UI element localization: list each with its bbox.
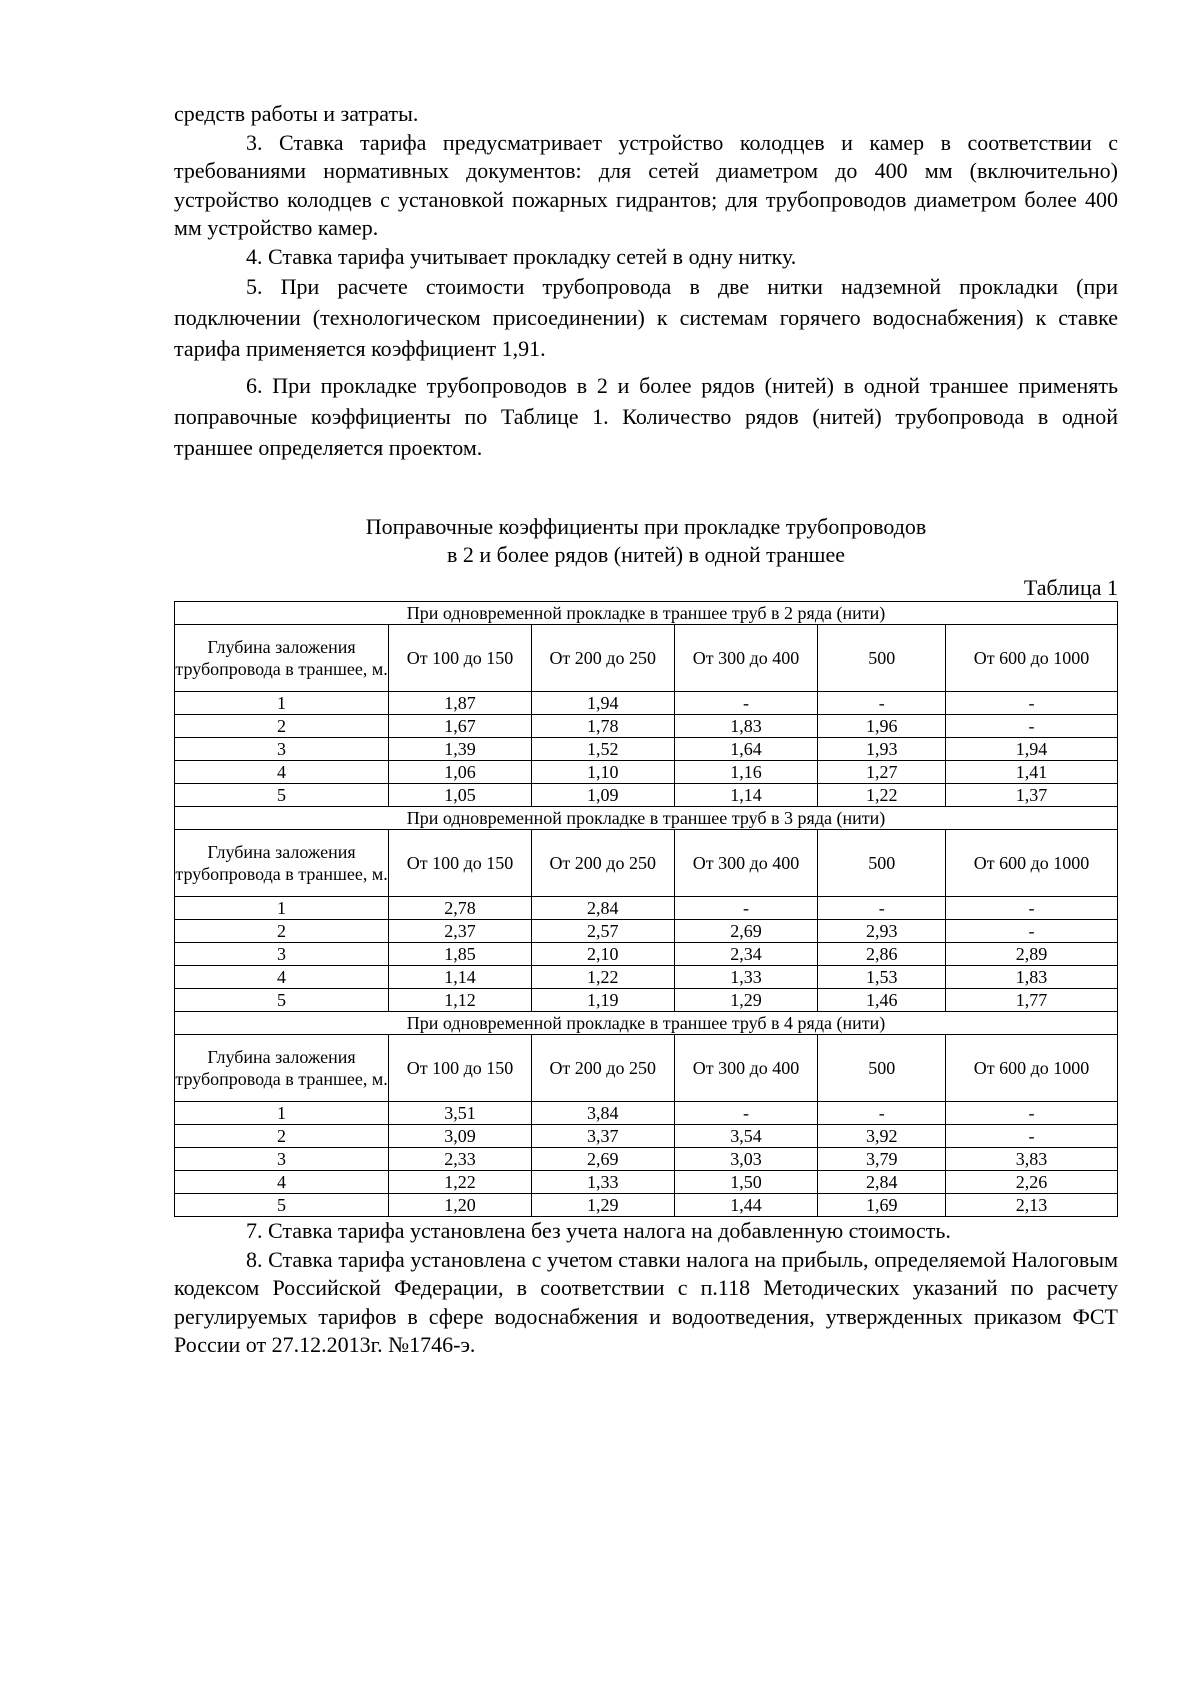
column-header: От 200 до 250 (531, 625, 674, 692)
depth-cell: 2 (175, 920, 389, 943)
coefficient-cell: 1,19 (531, 989, 674, 1012)
depth-cell: 1 (175, 1102, 389, 1125)
coefficient-cell: 3,92 (818, 1125, 946, 1148)
coefficient-cell: 3,83 (945, 1148, 1117, 1171)
depth-cell: 4 (175, 1171, 389, 1194)
coefficient-cell: 3,37 (531, 1125, 674, 1148)
depth-header: Глубина заложения трубопровода в траншее, м. (175, 1035, 389, 1102)
section-title: При одновременной прокладке в траншее труб в 4 ряда (нити) (175, 1012, 1118, 1035)
column-header: От 300 до 400 (674, 830, 818, 897)
header-row (175, 830, 1118, 897)
coefficient-cell: 1,16 (674, 761, 818, 784)
coefficient-cell: - (674, 692, 818, 715)
table-title (174, 513, 1118, 569)
table-row (175, 1171, 1118, 1194)
coefficient-cell: 1,67 (389, 715, 532, 738)
coefficient-cell: 2,86 (818, 943, 946, 966)
section-title-row (175, 1012, 1118, 1035)
coefficient-cell: 1,14 (674, 784, 818, 807)
column-header: От 600 до 1000 (945, 625, 1117, 692)
column-header: От 200 до 250 (531, 830, 674, 897)
coefficient-cell: 1,46 (818, 989, 946, 1012)
coefficient-cell: 1,77 (945, 989, 1117, 1012)
coefficient-cell: 2,33 (389, 1148, 532, 1171)
coefficient-cell: 1,41 (945, 761, 1117, 784)
coefficients-table-body (175, 602, 1118, 1217)
coefficient-cell: 1,27 (818, 761, 946, 784)
depth-cell: 4 (175, 761, 389, 784)
coefficient-cell: 3,03 (674, 1148, 818, 1171)
table-title-line-2: в 2 и более рядов (нитей) в одной траншее (446, 542, 845, 567)
coefficient-cell: - (818, 692, 946, 715)
column-header: От 100 до 150 (389, 625, 532, 692)
column-header: От 100 до 150 (389, 1035, 532, 1102)
coefficient-cell: 1,94 (945, 738, 1117, 761)
coefficient-cell: - (945, 692, 1117, 715)
coefficient-cell: - (818, 897, 946, 920)
coefficient-cell: 2,78 (389, 897, 532, 920)
coefficient-cell: 3,54 (674, 1125, 818, 1148)
column-header: От 600 до 1000 (945, 1035, 1117, 1102)
coefficient-cell: 2,37 (389, 920, 532, 943)
column-header: 500 (818, 625, 946, 692)
coefficient-cell: 3,09 (389, 1125, 532, 1148)
column-header: 500 (818, 1035, 946, 1102)
coefficient-cell: - (674, 1102, 818, 1125)
coefficient-cell: 1,52 (531, 738, 674, 761)
coefficient-cell: 2,84 (818, 1171, 946, 1194)
coefficient-cell: 1,29 (531, 1194, 674, 1217)
table-row (175, 897, 1118, 920)
table-row (175, 784, 1118, 807)
coefficient-cell: 2,89 (945, 943, 1117, 966)
depth-header: Глубина заложения трубопровода в траншее, м. (175, 830, 389, 897)
coefficient-cell: 2,57 (531, 920, 674, 943)
column-header: От 100 до 150 (389, 830, 532, 897)
table-row (175, 966, 1118, 989)
coefficient-cell: - (945, 1125, 1117, 1148)
coefficient-cell: 1,29 (674, 989, 818, 1012)
column-header: От 600 до 1000 (945, 830, 1117, 897)
depth-cell: 3 (175, 1148, 389, 1171)
coefficient-cell: 1,87 (389, 692, 532, 715)
paragraph-4: 4. Ставка тарифа учитывает прокладку сетей в одну нитку. (246, 243, 797, 269)
depth-cell: 4 (175, 966, 389, 989)
coefficient-cell: 2,84 (531, 897, 674, 920)
coefficient-cell: 2,10 (531, 943, 674, 966)
coefficient-cell: 2,13 (945, 1194, 1117, 1217)
depth-cell: 2 (175, 715, 389, 738)
header-row (175, 1035, 1118, 1102)
paragraph-6: 6. При прокладке трубопроводов в 2 и более рядов (нитей) в одной траншее применять поправочные коэффициенты по Таблице 1. Количество рядов (нитей) трубопровода в одной траншее определяется проектом. (174, 373, 1118, 460)
coefficient-cell: - (674, 897, 818, 920)
section-title: При одновременной прокладке в траншее труб в 3 ряда (нити) (175, 807, 1118, 830)
coefficient-cell: 1,83 (945, 966, 1117, 989)
depth-cell: 3 (175, 943, 389, 966)
coefficient-cell: 1,85 (389, 943, 532, 966)
table-row (175, 943, 1118, 966)
depth-cell: 1 (175, 692, 389, 715)
coefficient-cell: 1,44 (674, 1194, 818, 1217)
column-header: 500 (818, 830, 946, 897)
coefficient-cell: 1,33 (531, 1171, 674, 1194)
table-row (175, 692, 1118, 715)
coefficient-cell: 1,96 (818, 715, 946, 738)
coefficient-cell: 1,06 (389, 761, 532, 784)
coefficient-cell: - (945, 715, 1117, 738)
table-row (175, 1148, 1118, 1171)
table-title-line-1: Поправочные коэффициенты при прокладке трубопроводов (365, 514, 927, 539)
coefficient-cell: 2,69 (674, 920, 818, 943)
coefficient-cell: 1,22 (389, 1171, 532, 1194)
coefficients-table (174, 601, 1118, 1217)
paragraph-8: 8. Ставка тарифа установлена с учетом ставки налога на прибыль, определяемой Налоговым кодексом Российской Федерации, в соответствии с п.118 Методических указаний по расчету регулируемых тарифов в сфере водоснабжения и водоотведения, утвержденных приказом ФСТ России от 27.12.2013г. №1746-э. (174, 1246, 1118, 1357)
coefficient-cell: 1,53 (818, 966, 946, 989)
coefficient-cell: 1,39 (389, 738, 532, 761)
table-label: Таблица 1 (1023, 575, 1118, 600)
depth-cell: 2 (175, 1125, 389, 1148)
coefficient-cell: 1,14 (389, 966, 532, 989)
coefficient-cell: 1,10 (531, 761, 674, 784)
coefficient-cell: 3,84 (531, 1102, 674, 1125)
depth-cell: 5 (175, 1194, 389, 1217)
coefficient-cell: 1,83 (674, 715, 818, 738)
depth-cell: 5 (175, 784, 389, 807)
table-row (175, 1125, 1118, 1148)
table-row (175, 761, 1118, 784)
column-header: От 300 до 400 (674, 1035, 818, 1102)
table-row (175, 920, 1118, 943)
paragraph-7: 7. Ставка тарифа установлена без учета налога на добавленную стоимость. (246, 1218, 951, 1243)
coefficient-cell: - (945, 897, 1117, 920)
coefficient-cell: 1,22 (818, 784, 946, 807)
coefficient-cell: 1,05 (389, 784, 532, 807)
section-title: При одновременной прокладке в траншее труб в 2 ряда (нити) (175, 602, 1118, 625)
table-row (175, 989, 1118, 1012)
coefficient-cell: 1,93 (818, 738, 946, 761)
coefficient-cell: 1,78 (531, 715, 674, 738)
depth-cell: 3 (175, 738, 389, 761)
coefficient-cell: 3,51 (389, 1102, 532, 1125)
depth-cell: 5 (175, 989, 389, 1012)
column-header: От 200 до 250 (531, 1035, 674, 1102)
table-row (175, 1194, 1118, 1217)
section-title-row (175, 807, 1118, 830)
paragraph-3: 3. Ставка тарифа предусматривает устройство колодцев и камер в соответствии с требованиями нормативных документов: для сетей диаметром до 400 мм (включительно) устройство колодцев с установкой пожарных гидрантов; для трубопроводов диаметром более 400 мм устройство камер. (174, 129, 1118, 240)
coefficient-cell: 1,94 (531, 692, 674, 715)
paragraph-continuation: средств работы и затраты. (174, 101, 419, 126)
column-header: От 300 до 400 (674, 625, 818, 692)
table-row (175, 1102, 1118, 1125)
coefficient-cell: 1,50 (674, 1171, 818, 1194)
coefficient-cell: 2,34 (674, 943, 818, 966)
coefficient-cell: 1,20 (389, 1194, 532, 1217)
section-title-row (175, 602, 1118, 625)
coefficient-cell: 1,69 (818, 1194, 946, 1217)
coefficient-cell: - (818, 1102, 946, 1125)
depth-header: Глубина заложения трубопровода в траншее, м. (175, 625, 389, 692)
coefficient-cell: 2,26 (945, 1171, 1117, 1194)
coefficient-cell: 1,33 (674, 966, 818, 989)
header-row (175, 625, 1118, 692)
table-row (175, 738, 1118, 761)
coefficient-cell: 1,37 (945, 784, 1117, 807)
coefficient-cell: 1,64 (674, 738, 818, 761)
coefficient-cell: 1,12 (389, 989, 532, 1012)
coefficient-cell: - (945, 920, 1117, 943)
coefficient-cell: 1,09 (531, 784, 674, 807)
coefficient-cell: 2,93 (818, 920, 946, 943)
coefficient-cell: 3,79 (818, 1148, 946, 1171)
coefficient-cell: 1,22 (531, 966, 674, 989)
table-row (175, 715, 1118, 738)
depth-cell: 1 (175, 897, 389, 920)
coefficient-cell: - (945, 1102, 1117, 1125)
coefficient-cell: 2,69 (531, 1148, 674, 1171)
paragraph-5: 5. При расчете стоимости трубопровода в две нитки надземной прокладки (при подключении (технологическом присоединении) к системам горячего водоснабжения) к ставке тарифа применяется коэффициент 1,91. (174, 274, 1118, 361)
